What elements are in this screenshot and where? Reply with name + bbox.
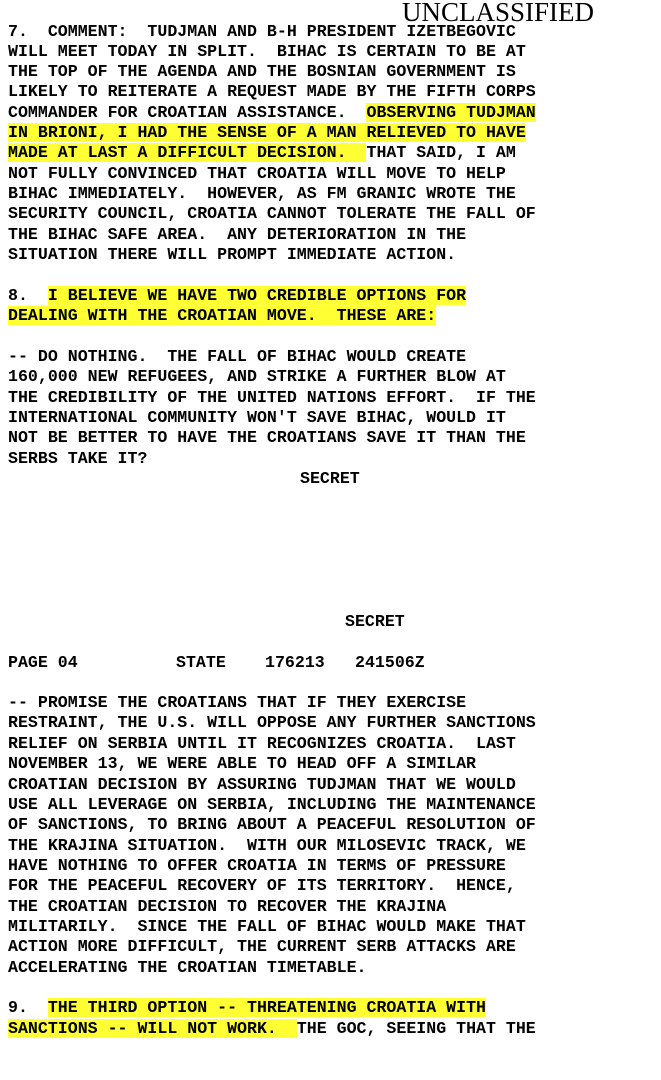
text-line: ACCELERATING THE CROATIAN TIMETABLE. (8, 958, 367, 977)
highlighted-text: DEALING WITH THE CROATIAN MOVE. THESE ARE: (8, 306, 437, 325)
text-line (8, 123, 526, 143)
text-line: THE CREDIBILITY OF THE UNITED NATIONS EFFORT. IF THE (8, 388, 536, 407)
text-segment: THAT SAID, I AM (366, 143, 516, 162)
text-line: WILL MEET TODAY IN SPLIT. BIHAC IS CERTAIN TO BE AT (8, 42, 526, 61)
text-line (8, 286, 466, 306)
text-line: RESTRAINT, THE U.S. WILL OPPOSE ANY FURTHER SANCTIONS (8, 713, 536, 732)
text-line: RELIEF ON SERBIA UNTIL IT RECOGNIZES CROATIA. LAST (8, 734, 516, 753)
text-line: NOVEMBER 13, WE WERE ABLE TO HEAD OFF A SIMILAR (8, 754, 477, 773)
text-line: 160,000 NEW REFUGEES, AND STRIKE A FURTHER BLOW AT (8, 367, 506, 386)
text-line (8, 103, 536, 123)
classification-footer: SECRET (300, 469, 360, 488)
text-line: -- DO NOTHING. THE FALL OF BIHAC WOULD CREATE (8, 347, 467, 366)
text-segment: THE GOC, SEEING THAT THE (296, 1019, 536, 1038)
text-line: USE ALL LEVERAGE ON SERBIA, INCLUDING THE MAINTENANCE (8, 795, 536, 814)
page-number: PAGE 04 (8, 653, 78, 672)
message-number: 176213 (265, 653, 325, 672)
text-line: INTERNATIONAL COMMUNITY WON'T SAVE BIHAC, WOULD IT (8, 408, 506, 427)
highlighted-text: OBSERVING TUDJMAN (366, 103, 536, 122)
text-line: SITUATION THERE WILL PROMPT IMMEDIATE ACTION. (8, 245, 457, 264)
text-line: THE KRAJINA SITUATION. WITH OUR MILOSEVIC TRACK, WE (8, 836, 526, 855)
highlighted-text: I BELIEVE WE HAVE TWO CREDIBLE OPTIONS FOR (47, 286, 467, 305)
classification-header: SECRET (345, 612, 405, 631)
text-line (8, 143, 516, 163)
text-line: ACTION MORE DIFFICULT, THE CURRENT SERB ATTACKS ARE (8, 937, 516, 956)
text-line: CROATIAN DECISION BY ASSURING TUDJMAN THAT WE WOULD (8, 775, 516, 794)
text-line: LIKELY TO REITERATE A REQUEST MADE BY THE FIFTH CORPS (8, 82, 536, 101)
text-line: SECURITY COUNCIL, CROATIA CANNOT TOLERATE THE FALL OF (8, 204, 536, 223)
text-line: NOT FULLY CONVINCED THAT CROATIA WILL MOVE TO HELP (8, 164, 506, 183)
text-line: OF SANCTIONS, TO BRING ABOUT A PEACEFUL RESOLUTION OF (8, 815, 536, 834)
text-line: FOR THE PEACEFUL RECOVERY OF ITS TERRITORY. HENCE, (8, 876, 516, 895)
text-line: THE TOP OF THE AGENDA AND THE BOSNIAN GOVERNMENT IS (8, 62, 516, 81)
text-segment: COMMANDER FOR CROATIAN ASSISTANCE. (8, 103, 367, 122)
text-line (8, 1019, 536, 1039)
channel: STATE (176, 653, 226, 672)
text-line: -- PROMISE THE CROATIANS THAT IF THEY EXERCISE (8, 693, 467, 712)
text-line (8, 998, 486, 1018)
text-line: THE CROATIAN DECISION TO RECOVER THE KRAJINA (8, 897, 447, 916)
text-line: HAVE NOTHING TO OFFER CROATIA IN TERMS OF PRESSURE (8, 856, 506, 875)
highlighted-text: MADE AT LAST A DIFFICULT DECISION. (8, 143, 367, 162)
text-line: 7. COMMENT: TUDJMAN AND B-H PRESIDENT IZETBEGOVIC (8, 22, 516, 41)
text-line: BIHAC IMMEDIATELY. HOWEVER, AS FM GRANIC WROTE THE (8, 184, 516, 203)
text-line: NOT BE BETTER TO HAVE THE CROATIANS SAVE IT THAN THE (8, 428, 526, 447)
paragraph-number: 8. (8, 286, 48, 305)
text-line: SERBS TAKE IT? (8, 449, 148, 468)
text-line: THE BIHAC SAFE AREA. ANY DETERIORATION IN THE (8, 225, 467, 244)
highlighted-text: SANCTIONS -- WILL NOT WORK. (8, 1019, 297, 1038)
highlighted-text: THE THIRD OPTION -- THREATENING CROATIA WITH (47, 998, 486, 1017)
text-line (8, 306, 436, 326)
page-header (8, 653, 425, 673)
paragraph-number: 9. (8, 998, 48, 1017)
classification-banner: UNCLASSIFIED (398, 0, 598, 28)
text-line: MILITARILY. SINCE THE FALL OF BIHAC WOULD MAKE THAT (8, 917, 526, 936)
highlighted-text: IN BRIONI, I HAD THE SENSE OF A MAN RELIEVED TO HAVE (8, 123, 526, 142)
date-time-group: 241506Z (355, 653, 425, 672)
